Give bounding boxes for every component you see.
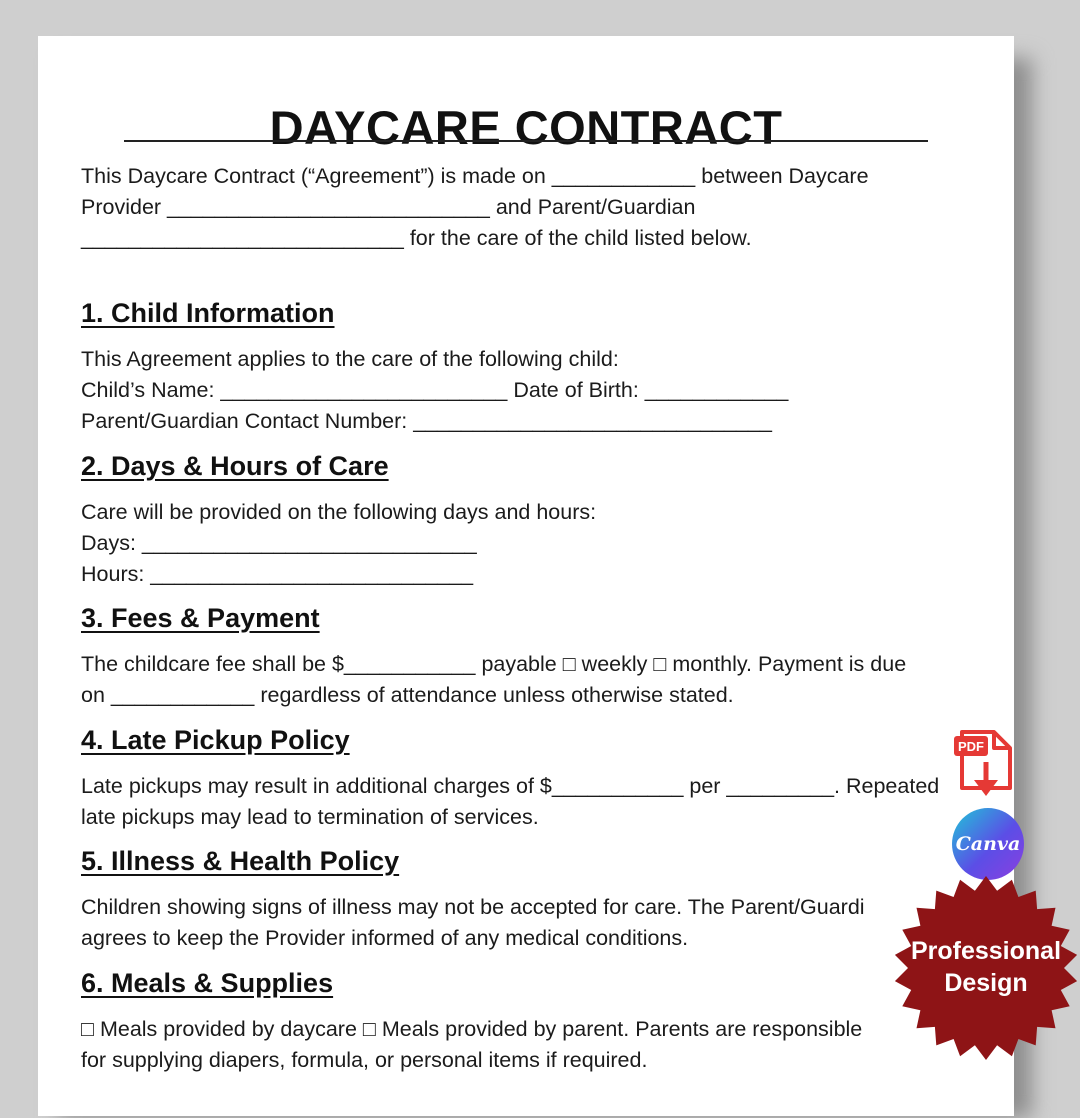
pdf-download-icon [952,728,1018,804]
intro-line: ___________________________ for the care of the child listed below. [81,226,752,250]
section-line: agrees to keep the Provider informed of any medical conditions. [81,926,689,950]
section-line: Late pickups may result in additional charges of $___________ per _________. Repeated [81,774,940,798]
section-line: Child’s Name: ________________________ Date of Birth: ____________ [81,378,789,402]
canva-logo-text: Canva [955,833,1021,855]
section-line: Days: ____________________________ [81,531,477,555]
section-heading-child-information: 1. Child Information [81,298,335,328]
badge-line-2: Design [944,969,1028,997]
section-line: □ Meals provided by daycare □ Meals provided by parent. Parents are responsible [81,1017,863,1041]
section-body-late-pickup [81,771,971,833]
section-heading-meals-supplies: 6. Meals & Supplies [81,968,334,998]
professional-design-badge-text [893,935,1079,999]
section-heading-illness-health: 5. Illness & Health Policy [81,846,400,876]
section-body-illness-health [81,892,971,954]
section-line: on ____________ regardless of attendance unless otherwise stated. [81,683,734,707]
section-line: This Agreement applies to the care of the following child: [81,347,619,371]
section-line: Care will be provided on the following days and hours: [81,500,597,524]
section-line: Hours: ___________________________ [81,562,474,586]
intro-paragraph [81,161,971,254]
document-page [38,36,1014,1116]
section-line: The childcare fee shall be $___________ payable □ weekly □ monthly. Payment is due [81,652,907,676]
section-heading-late-pickup: 4. Late Pickup Policy [81,725,350,755]
section-body-fees-payment [81,649,971,711]
section-line: Parent/Guardian Contact Number: ______________________________ [81,409,772,433]
section-body-meals-supplies [81,1014,971,1076]
section-line: for supplying diapers, formula, or personal items if required. [81,1048,648,1072]
section-heading-days-hours: 2. Days & Hours of Care [81,451,389,481]
title-underline-rule [124,140,928,142]
badge-line-1: Professional [910,937,1062,965]
section-line: Children showing signs of illness may not be accepted for care. The Parent/Guardi [81,895,865,919]
section-line: late pickups may lead to termination of services. [81,805,539,829]
section-body-child-information [81,344,971,437]
document-title: DAYCARE CONTRACT [269,101,783,154]
canva-logo [952,808,1024,880]
intro-line: Provider ___________________________ and Parent/Guardian [81,195,696,219]
section-body-days-hours [81,497,971,590]
section-heading-fees-payment: 3. Fees & Payment [81,603,320,633]
pdf-icon-label: PDF [958,739,984,754]
intro-line: This Daycare Contract (“Agreement”) is made on ____________ between Daycare [81,164,869,188]
